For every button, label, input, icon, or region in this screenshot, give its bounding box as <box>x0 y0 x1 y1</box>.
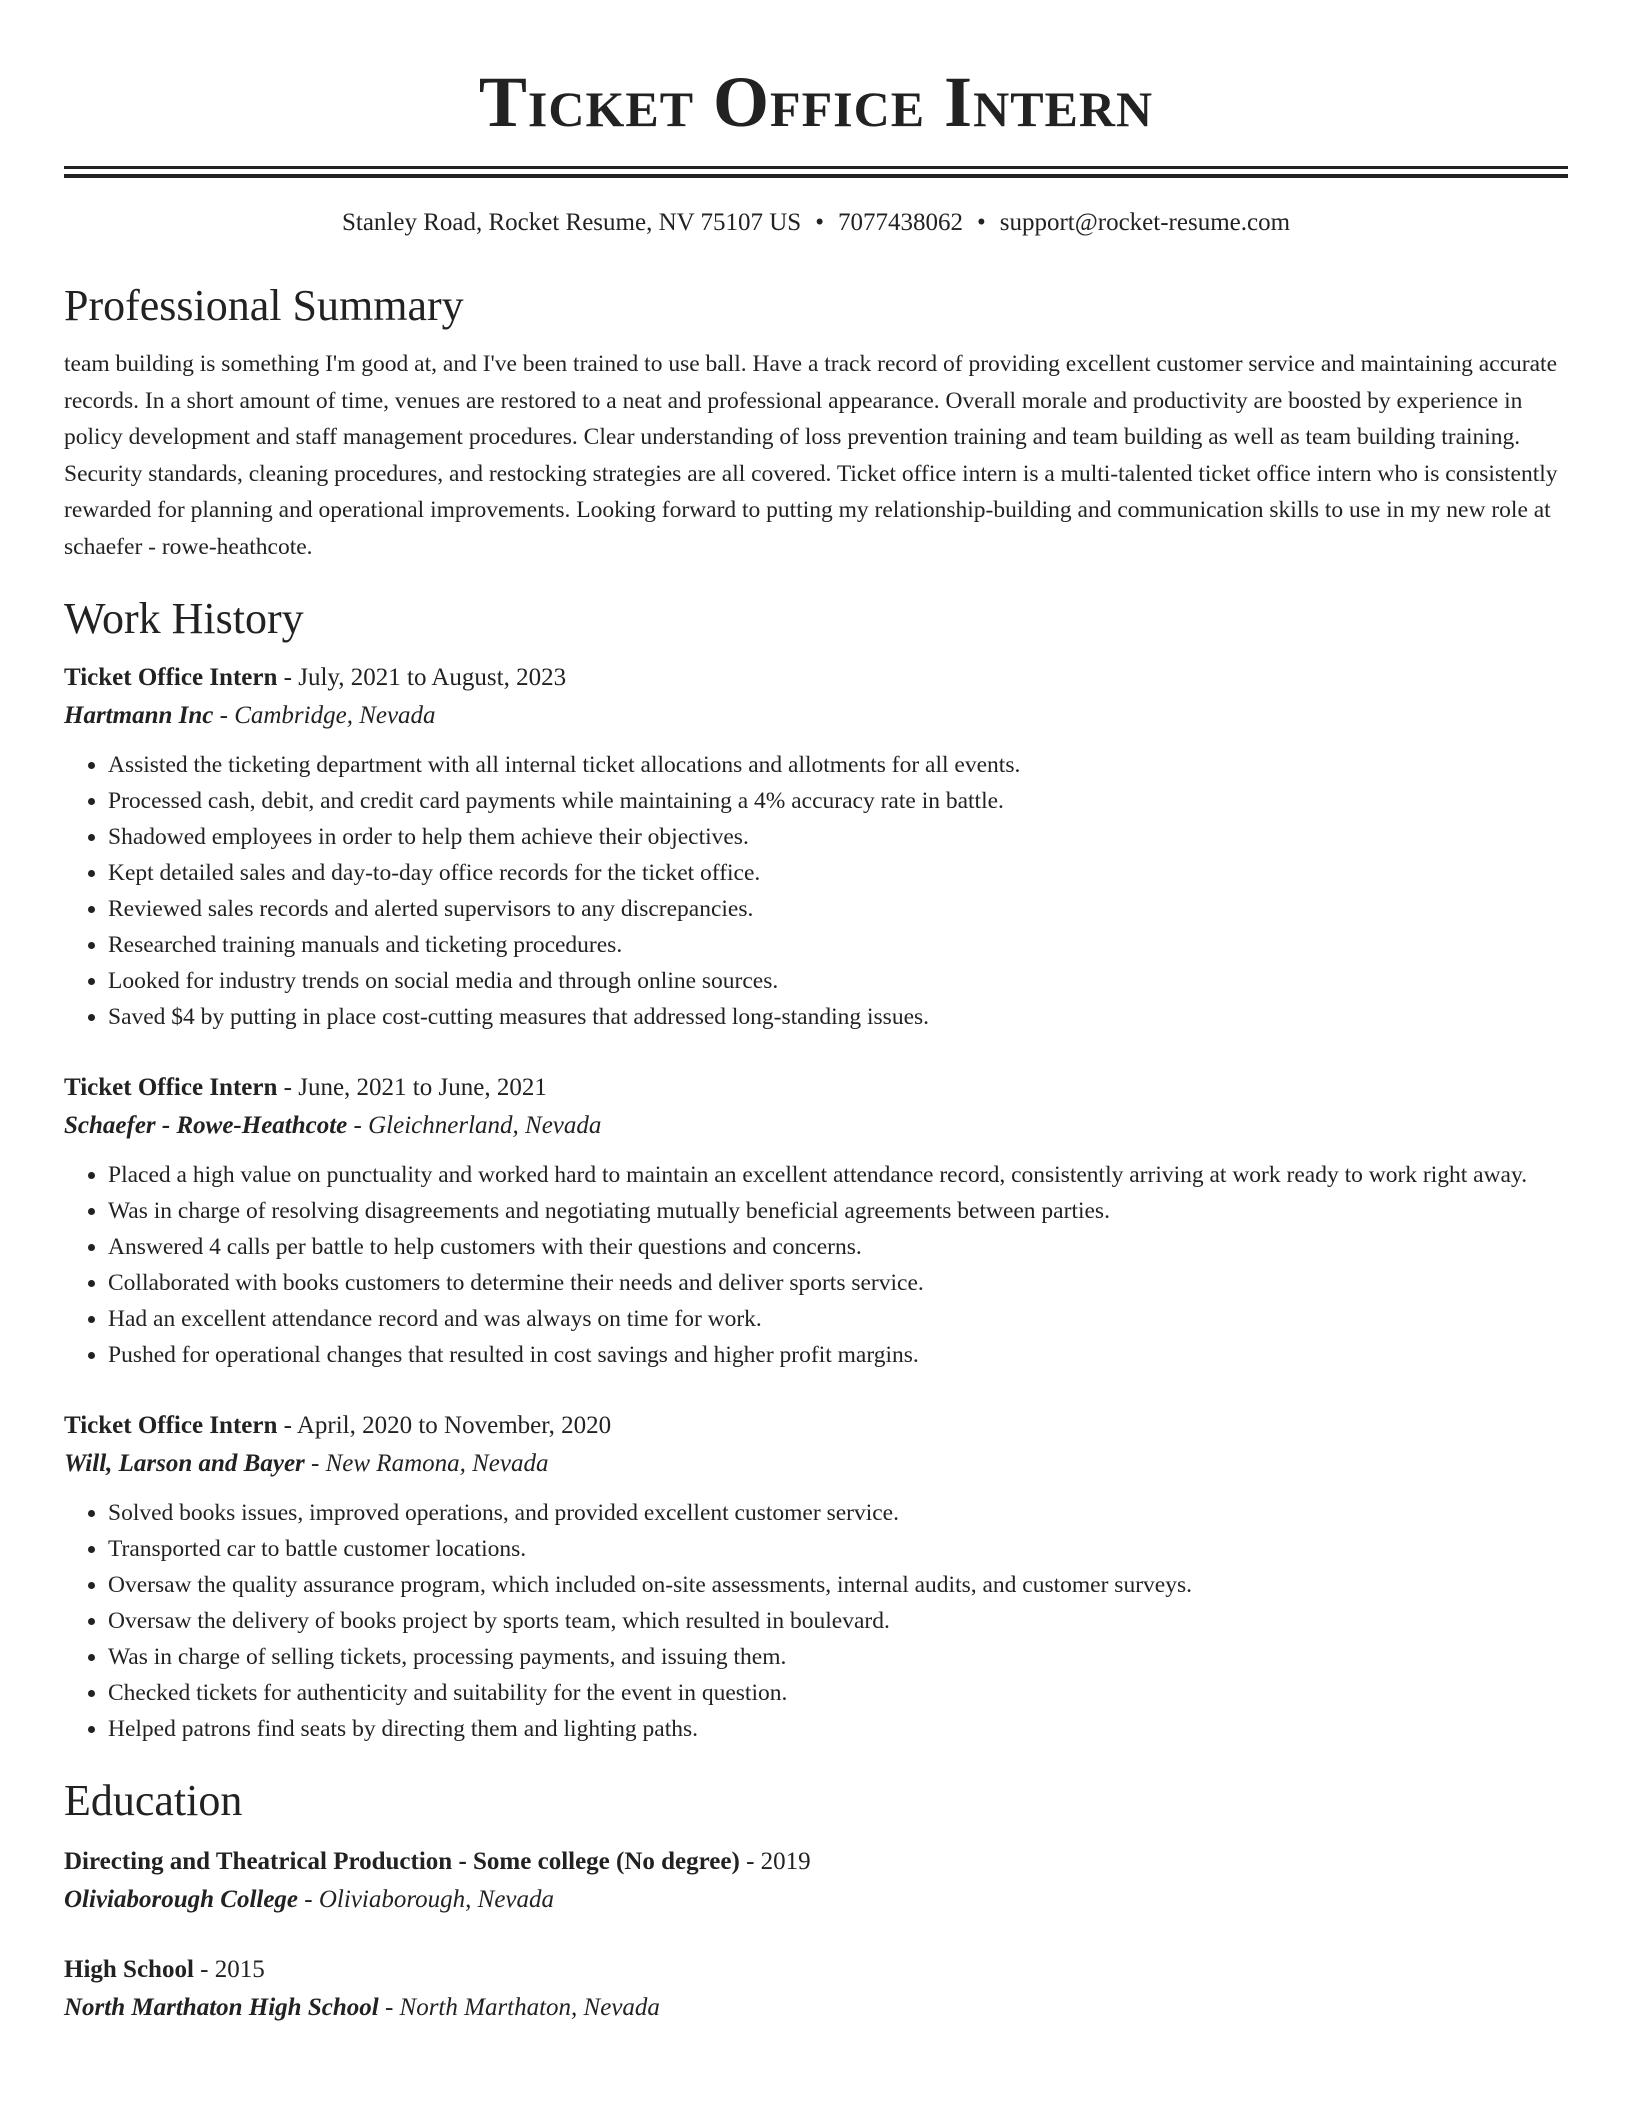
school-location: Oliviaborough, Nevada <box>318 1886 555 1913</box>
job-bullets <box>64 747 1568 1035</box>
job-title: Ticket Office Intern <box>64 1412 278 1439</box>
company-location: Cambridge, Nevada <box>234 702 436 729</box>
job-bullets <box>64 1495 1568 1747</box>
summary-text: team building is something I'm good at, and I've been trained to use ball. Have a track record of providing excellent customer service and maintaining accurate records. In a short amount of time, venues are restored to a neat and professional appearance. Overall morale and productivity are boosted by experience in policy development and staff management procedures. Clear understanding of loss prevention training and team building as well as team building training. Security standards, cleaning procedures, and restocking strategies are all covered. Ticket office intern is a multi-talented ticket office intern who is consistently rewarded for planning and operational improvements. Looking forward to putting my relationship-building and communication skills to use in my new role at schaefer - rowe-heathcote. <box>64 351 1558 560</box>
contact-phone: 7077438062 <box>837 209 963 236</box>
company-name: Hartmann Inc <box>64 702 214 729</box>
dash: - <box>277 1074 299 1101</box>
graduation-year: 2019 <box>760 1848 811 1875</box>
degree-line <box>64 1843 1568 1881</box>
bullet-item: • Answered 4 calls per battle to help customers with their questions and concerns. <box>108 1229 1568 1265</box>
company-line <box>64 1445 1568 1483</box>
job-entry <box>64 1069 1568 1373</box>
bullet-item: • Saved $4 by putting in place cost-cutting measures that addressed long-standing issues. <box>108 999 1568 1035</box>
bullet-item: • Checked tickets for authenticity and suitability for the event in question. <box>108 1675 1568 1711</box>
company-name: Will, Larson and Bayer <box>64 1450 305 1477</box>
job-entry <box>64 1407 1568 1747</box>
education-entry <box>64 1951 1568 2027</box>
bullet-item: • Pushed for operational changes that resulted in cost savings and higher profit margins. <box>108 1337 1568 1373</box>
bullet-item: • Was in charge of resolving disagreements and negotiating mutually beneficial agreements between parties. <box>108 1193 1568 1229</box>
bullet-item: • Researched training manuals and ticketing procedures. <box>108 927 1568 963</box>
bullet-item: • Transported car to battle customer locations. <box>108 1531 1568 1567</box>
job-dates: June, 2021 to June, 2021 <box>298 1074 547 1101</box>
degree-line <box>64 1951 1568 1989</box>
job-title-line <box>64 659 1568 697</box>
bullet-item: • Oversaw the delivery of books project by sports team, which resulted in boulevard. <box>108 1603 1568 1639</box>
education-heading: Education <box>64 1776 243 1825</box>
job-title-line <box>64 1407 1568 1445</box>
dash: - <box>277 664 299 691</box>
dash: - <box>277 1412 297 1439</box>
graduation-year: 2015 <box>214 1956 265 1983</box>
summary-heading: Professional Summary <box>64 281 464 330</box>
school-line <box>64 1989 1568 2027</box>
bullet-item: • Assisted the ticketing department with all internal ticket allocations and allotments for all events. <box>108 747 1568 783</box>
contact-separator: • <box>976 209 986 236</box>
school-name: North Marthaton High School <box>64 1994 379 2021</box>
bullet-item: • Solved books issues, improved operations, and provided excellent customer service. <box>108 1495 1568 1531</box>
dash: - <box>298 1886 319 1913</box>
degree-name: Directing and Theatrical Production - Some college (No degree) <box>64 1848 740 1875</box>
company-name: Schaefer - Rowe-Heathcote <box>64 1112 348 1139</box>
dash: - <box>378 1994 400 2021</box>
dash: - <box>739 1848 761 1875</box>
degree-name: High School <box>64 1956 194 1983</box>
school-line <box>64 1881 1568 1919</box>
school-name: Oliviaborough College <box>64 1886 299 1913</box>
bullet-item: • Helped patrons find seats by directing them and lighting paths. <box>108 1711 1568 1747</box>
bullet-item: • Looked for industry trends on social media and through online sources. <box>108 963 1568 999</box>
contact-line <box>64 206 1568 240</box>
job-title-line <box>64 1069 1568 1107</box>
company-line <box>64 697 1568 735</box>
dash: - <box>193 1956 215 1983</box>
school-location: North Marthaton, Nevada <box>399 1994 660 2021</box>
job-entry <box>64 659 1568 1035</box>
contact-separator: • <box>815 209 824 236</box>
job-dates: July, 2021 to August, 2023 <box>298 664 567 691</box>
bullet-item: • Was in charge of selling tickets, processing payments, and issuing them. <box>108 1639 1568 1675</box>
job-title: Ticket Office Intern <box>64 664 278 691</box>
job-bullets <box>64 1157 1568 1373</box>
company-line <box>64 1107 1568 1145</box>
bullet-item: • Placed a high value on punctuality and worked hard to maintain an excellent attendance record, consistently arriving at work ready to work right away. <box>108 1157 1568 1193</box>
title-divider <box>64 166 1568 178</box>
bullet-item: • Shadowed employees in order to help them achieve their objectives. <box>108 819 1568 855</box>
bullet-item: • Reviewed sales records and alerted supervisors to any discrepancies. <box>108 891 1568 927</box>
bullet-item: • Oversaw the quality assurance program, which included on-site assessments, internal audits, and customer surveys. <box>108 1567 1568 1603</box>
job-dates: April, 2020 to November, 2020 <box>296 1412 612 1439</box>
bullet-item: • Collaborated with books customers to determine their needs and deliver sports service. <box>108 1265 1568 1301</box>
resume-title: Ticket Office Intern <box>478 62 1154 142</box>
dash: - <box>304 1450 326 1477</box>
contact-email: support@rocket-resume.com <box>999 209 1291 236</box>
education-entry <box>64 1843 1568 1919</box>
work-history-heading: Work History <box>64 594 304 643</box>
bullet-item: • Had an excellent attendance record and was always on time for work. <box>108 1301 1568 1337</box>
job-title: Ticket Office Intern <box>64 1074 278 1101</box>
company-location: New Ramona, Nevada <box>325 1450 549 1477</box>
contact-address: Stanley Road, Rocket Resume, NV 75107 US <box>341 209 802 236</box>
bullet-item: • Processed cash, debit, and credit card payments while maintaining a 4% accuracy rate in battle. <box>108 783 1568 819</box>
company-location: Gleichnerland, Nevada <box>368 1112 602 1139</box>
dash: - <box>213 702 235 729</box>
bullet-item: • Kept detailed sales and day-to-day office records for the ticket office. <box>108 855 1568 891</box>
dash: - <box>347 1112 369 1139</box>
